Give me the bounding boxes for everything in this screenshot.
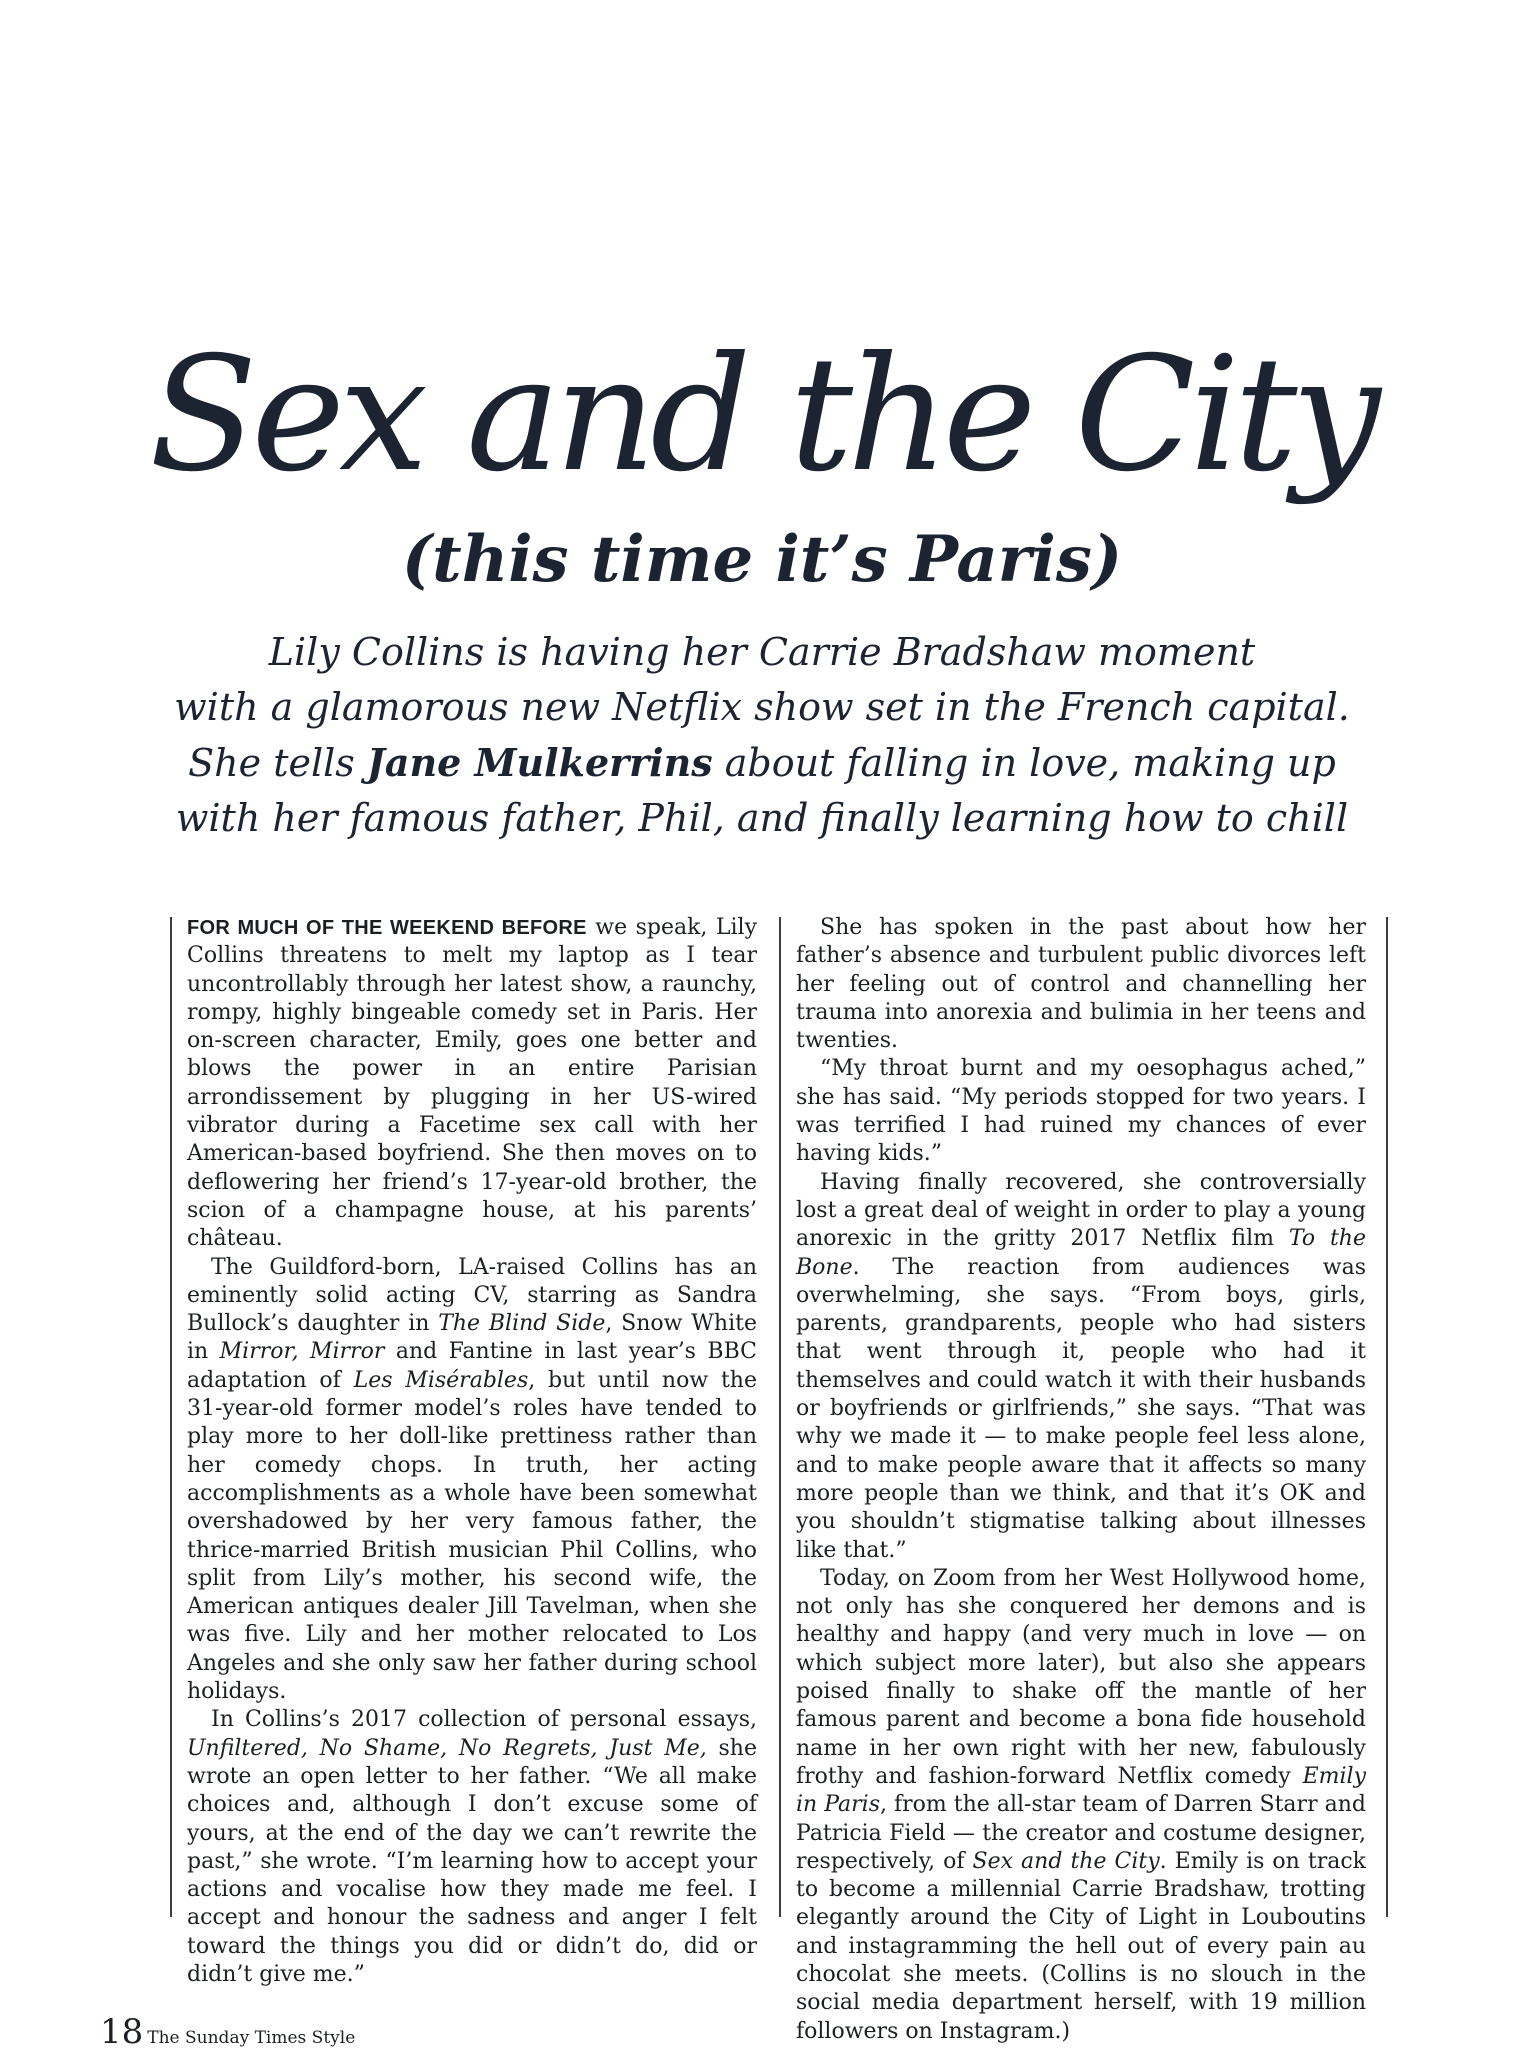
lede-caps: FOR MUCH OF THE WEEKEND BEFORE xyxy=(187,917,587,939)
page-number: 18 xyxy=(100,2012,144,2052)
paragraph-text: , Snow White in xyxy=(187,1311,757,1365)
standfirst-line: Lily Collins is having her Carrie Bradshaw moment xyxy=(268,630,1256,674)
article-paragraph: She has spoken in the past about how her father’s absence and turbulent public divorces left her feeling out of control and channelling her trauma into anorexia and bulimia in her teens and twenties. xyxy=(796,915,1366,1054)
article-paragraph xyxy=(187,1706,757,1989)
standfirst-text: She tells xyxy=(188,741,367,785)
paragraph-text: she wrote an open letter to her father. “We all make choices and, although I don’t excuse some of yours, at the end of the day we can’t rewrite the past,” she wrote. “I’m learning how to accept your actions and vocalise how they made me feel. I accept and honour the sadness and anger I felt toward the things you did or didn’t do, did or didn’t give me.” xyxy=(187,1735,757,1987)
article-column-right xyxy=(796,914,1366,2046)
standfirst-line: with a glamorous new Netflix show set in the French capital. xyxy=(174,685,1350,729)
show-title: Les Misérables xyxy=(353,1367,529,1393)
headline-title: Sex and the City xyxy=(149,323,1375,507)
book-title: Unfiltered, No Shame, No Regrets, Just Me, xyxy=(187,1735,707,1761)
film-title: To the Bone xyxy=(796,1226,1366,1280)
article-paragraph xyxy=(796,1169,1366,1565)
show-title: Emily in Paris xyxy=(796,1763,1366,1818)
article-paragraph xyxy=(796,1565,1366,2046)
headline-subtitle: (this time it’s Paris) xyxy=(401,522,1123,597)
publication-name: The Sunday Times Style xyxy=(147,2028,356,2048)
author-byline: Jane Mulkerrins xyxy=(366,740,713,785)
paragraph-text: Having finally recovered, she controversially lost a great deal of weight in order to play a young anorexic in the gritty 2017 Netflix film xyxy=(796,1169,1366,1252)
paragraph-text: , but until now the 31-year-old former model’s roles have tended to play more to her doll-like prettiness rather than her comedy chops. In truth, her acting accomplishments as a whole have been somewhat overshadowed by her very famous father, the thrice-married British musician Phil Collins, who split from Lily’s mother, his second wife, the American antiques dealer Jill Tavelman, when she was five. Lily and her mother relocated to Los Angeles and she only saw her father during school holidays. xyxy=(187,1367,757,1705)
article-column-left xyxy=(187,914,757,1989)
paragraph-text: . Emily is on track to become a millennial Carrie Bradshaw, trotting elegantly around the City of Light in Louboutins and instagramming the hell out of every pain au chocolat she meets. (Collins is no slouch in the social media department herself, with 19 million followers on Instagram.) xyxy=(796,1848,1366,2044)
paragraph-text: In Collins’s 2017 collection of personal essays, xyxy=(211,1707,757,1733)
page-footer xyxy=(100,2012,355,2052)
column-rule-middle xyxy=(779,917,781,1917)
article-paragraph xyxy=(187,1254,757,1707)
standfirst-text: about falling in love, making up xyxy=(712,741,1336,785)
standfirst xyxy=(150,625,1374,846)
paragraph-text: , from the all-star team of Darren Starr and Patricia Field — the creator and costume designer, respectively, of xyxy=(796,1792,1366,1874)
paragraph-text: The Guildford-born, LA-raised Collins has an eminently solid acting CV, starring as Sandra Bullock’s daughter in xyxy=(187,1254,757,1337)
show-title: Sex and the City xyxy=(972,1848,1160,1874)
film-title: The Blind Side xyxy=(438,1311,606,1337)
standfirst-line xyxy=(150,735,1374,791)
standfirst-line: with her famous father, Phil, and finally learning how to chill xyxy=(175,796,1349,840)
column-rule-left xyxy=(170,917,172,1917)
paragraph-text: and Fantine in last year’s BBC adaptation of xyxy=(187,1339,757,1393)
paragraph-text: Today, on Zoom from her West Hollywood home, not only has she conquered her demons and is healthy and happy (and very much in love — on which subject more later), but also she appears poised finally to shake off the mantle of her famous parent and become a bona fide household name in her own right with her new, fabulously frothy and fashion-forward Netflix comedy xyxy=(796,1565,1366,1789)
article-paragraph: “My throat burnt and my oesophagus ached,” she has said. “My periods stopped for two years. I was terrified I had ruined my chances of ever having kids.” xyxy=(796,1056,1366,1167)
film-title: Mirror, Mirror xyxy=(219,1339,385,1365)
article-paragraph xyxy=(187,914,757,1254)
paragraph-text: we speak, Lily Collins threatens to melt my laptop as I tear uncontrollably through her latest show, a raunchy, rompy, highly bingeable comedy set in Paris. Her on-screen character, Emily, goes one better and blows the power in an entire Parisian arrondissement by plugging in her US-wired vibrator during a Facetime sex call with her American-based boyfriend. She then moves on to deflowering her friend’s 17-year-old brother, the scion of a champagne house, at his parents’ château. xyxy=(187,915,757,1252)
column-rule-right xyxy=(1386,917,1388,1917)
paragraph-text: . The reaction from audiences was overwhelming, she says. “From boys, girls, parents, grandparents, people who had sisters that went through it, people who had it themselves and could watch it with their husbands or boyfriends or girlfriends,” she says. “That was why we made it — to make people feel less alone, and to make people aware that it affects so many more people than we think, and that it’s OK and you shouldn’t stigmatise talking about illnesses like that.” xyxy=(796,1254,1366,1563)
